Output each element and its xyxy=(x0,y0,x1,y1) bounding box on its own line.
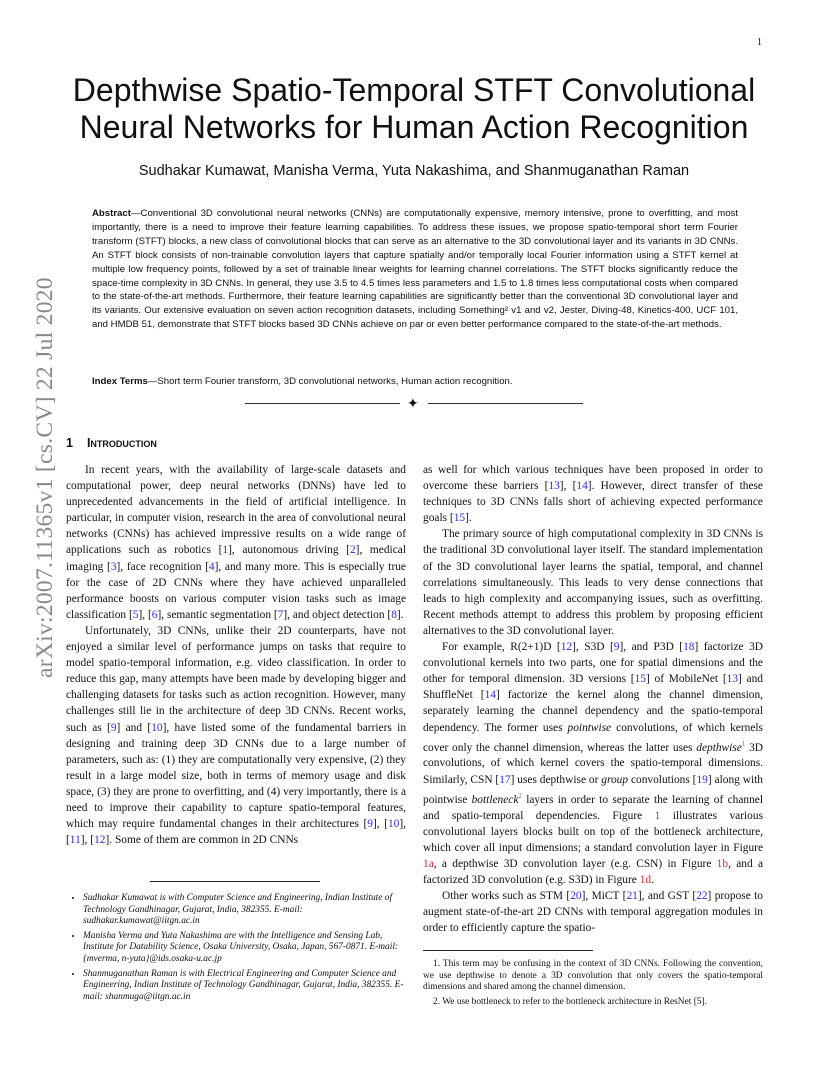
footnotes xyxy=(423,959,763,1011)
divider-line-right xyxy=(428,403,583,404)
affiliation-item: • Shanmuganathan Raman is with Electrical Engineering and Computer Science and Engineering, Indian Institute of Technology Gandhinagar, Gujarat, India, 382355. E-mail: shanmuga@iitgn.ac.in xyxy=(83,969,406,1004)
paper-title xyxy=(40,72,788,146)
paragraph: Other works such as STM [20], MiCT [21], and GST [22] propose to augment state-of-the-art 2D CNNs with temporal aggregation modules in order to efficiently capture the spatio- xyxy=(423,890,763,935)
footnote: 1. This term may be confusing in the context of 3D CNNs. Following the convention, we use depthwise to denote a 3D convolution that only covers the spatio-temporal dimensions and shared among the channel dimension. xyxy=(423,959,763,993)
paragraph: The primary source of high computational complexity in 3D CNNs is the traditional 3D convolutional layer itself. The standard implementation of the 3D convolutional layer learns the spatial, temporal, and channel correlations simultaneously. This leads to very dense connections that leads to high complexity and accompanying issues, such as overfitting. Recent methods attempt to address this problem by proposing efficient alternatives to the 3D convolutional layer. xyxy=(423,528,763,637)
section-heading xyxy=(66,436,157,450)
footnote: 2. We use bottleneck to refer to the bottleneck architecture in ResNet [5]. xyxy=(433,996,707,1007)
body-column-right xyxy=(423,462,763,936)
footnote-rule-left xyxy=(150,881,320,882)
paragraph: In recent years, with the availability of large-scale datasets and computational power, deep neural networks (DNNs) have led to unprecedented advancements in the field of artificial intelligence. In particular, in computer vision, research in the area of convolutional neural networks (CNNs) has achieved impressive results on a wide range of applications such as robotics [1], autonomous driving [2], medical imaging [3], face recognition [4], and many more. This is especially true for the case of 2D CNNs where they have achieved unparalleled performance boosts on various computer vision tasks such as image classification [5], [6], semantic segmentation [7], and object detection [8]. xyxy=(66,464,406,621)
footnote-rule-right xyxy=(423,950,593,951)
paragraph: Unfortunately, 3D CNNs, unlike their 2D counterparts, have not enjoyed a similar level of performance jumps on tasks that require to model spatio-temporal information, e.g. video classification. In order to reduce this gap, many attempts have been made by developing bigger and challenging datasets for tasks such as action recognition. However, many challenges still lie in the architecture of deep 3D CNNs. Recent works, such as [9] and [10], have listed some of the fundamental barriers in designing and training deep 3D CNNs due to a large number of parameters, such as: (1) they are computationally very expensive, (2) they result in a large model size, both in terms of memory usage and disk space, (3) they are prone to overfitting, and (4) very importantly, there is a need to improve their capability to capture spatio-temporal features, which may require fundamental changes in their architectures [9], [10], [11], [12]. Some of them are common in 2D CNNs xyxy=(66,624,407,847)
section-title: Introduction xyxy=(86,436,157,450)
index-terms-text: —Short term Fourier transform, 3D convolutional networks, Human action recognition. xyxy=(147,376,513,387)
section-divider xyxy=(245,398,583,410)
author-list: Sudhakar Kumawat, Manisha Verma, Yuta Nakashima, and Shanmuganathan Raman xyxy=(138,163,690,179)
arxiv-sidebar-stamp: arXiv:2007.11365v1 [cs.CV] 22 Jul 2020 xyxy=(32,277,58,678)
abstract-text: —Conventional 3D convolutional neural networks (CNNs) are computationally expensive, memory intensive, prone to overfitting, and most importantly, there is a need to improve their feature learning capabilities. To address these issues, we propose spatio-temporal short term Fourier transform (STFT) blocks, a new class of convolutional blocks that can serve as an alternative to the 3D convolutional layer and its variants in 3D CNNs. An STFT block consists of non-trainable convolution layers that capture spatially and/or temporally local Fourier information using a STFT kernel at multiple low frequency points, followed by a set of trainable linear weights for learning channel correlations. The STFT blocks significantly reduce the space-time complexity in 3D CNNs. In general, they use 3.5 to 4.5 times less parameters and 1.5 to 1.8 times less computational costs when compared to the state-of-the-art methods. Furthermore, their feature learning capabilities are significantly better than the conventional 3D convolutional layer and its variants. Our extensive evaluation on seven action recognition datasets, including Something² v1 and v2, Jester, Diving-48, Kinetics-400, UCF 101, and HMDB 51, demonstrate that STFT blocks based 3D CNNs achieve on par or even better performance compared to the state-of-the-art methods. xyxy=(92,208,738,331)
divider-line-left xyxy=(245,403,400,404)
index-terms-label: Index Terms xyxy=(92,376,148,387)
title-line-2: Neural Networks for Human Action Recognition xyxy=(79,109,749,145)
index-terms xyxy=(92,376,738,387)
page-number: 1 xyxy=(757,37,762,48)
paragraph: as well for which various techniques have been proposed in order to overcome these barriers [13], [14]. However, direct transfer of these techniques to 3D CNNs falls short of achieving expected performance goals [15]. xyxy=(423,464,763,525)
affiliation-item: • Sudhakar Kumawat is with Computer Science and Engineering, Indian Institute of Technology Gandhinagar, Gujarat, India, 382355. E-mail: sudhakar.kumawat@iitgn.ac.in xyxy=(83,893,406,928)
divider-symbol: ✦ xyxy=(407,397,419,412)
abstract-label: Abstract xyxy=(92,208,131,219)
affiliation-item: • Manisha Verma and Yuta Nakashima are with the Intelligence and Sensing Lab, Institute for Datability Science, Osaka University, Osaka, Japan, 567-0871. E-mail: {mverma, n-yuta}@ids.osaka-u.ac.jp xyxy=(83,931,406,966)
section-number: 1 xyxy=(66,436,73,450)
title-line-1: Depthwise Spatio-Temporal STFT Convolutional xyxy=(72,72,756,108)
body-column-left xyxy=(66,462,406,848)
affiliations xyxy=(66,893,406,1006)
abstract xyxy=(92,207,738,332)
paragraph: For example, R(2+1)D [12], S3D [9], and P3D [18] factorize 3D convolutional kernels into two parts, one for spatial dimensions and the other for temporal dimension. 3D versions [15] of MobileNet [13] and ShuffleNet [14] factorize the kernel along the channel dimension, separately learning the channel dependency and the spatio-temporal dependency. The former uses pointwise convolutions, of which kernels cover only the channel dimension, whereas the latter uses depthwise$^1$ 3D convolutions, of which kernel covers the spatio-temporal dimensions. Similarly, CSN [17] uses depthwise or group convolutions [19] along with pointwise bottleneck$^2$ layers in order to separate the learning of channel and spatio-temporal dependencies. Figure 1 illustrates various convolutional layers blocks built on top of the bottleneck architecture, which cover all input dimensions; a standard convolution layer in Figure 1a, a depthwise 3D convolution layer (e.g. CSN) in Figure 1b, and a factorized 3D convolution (e.g. S3D) in Figure 1d. xyxy=(423,641,763,886)
